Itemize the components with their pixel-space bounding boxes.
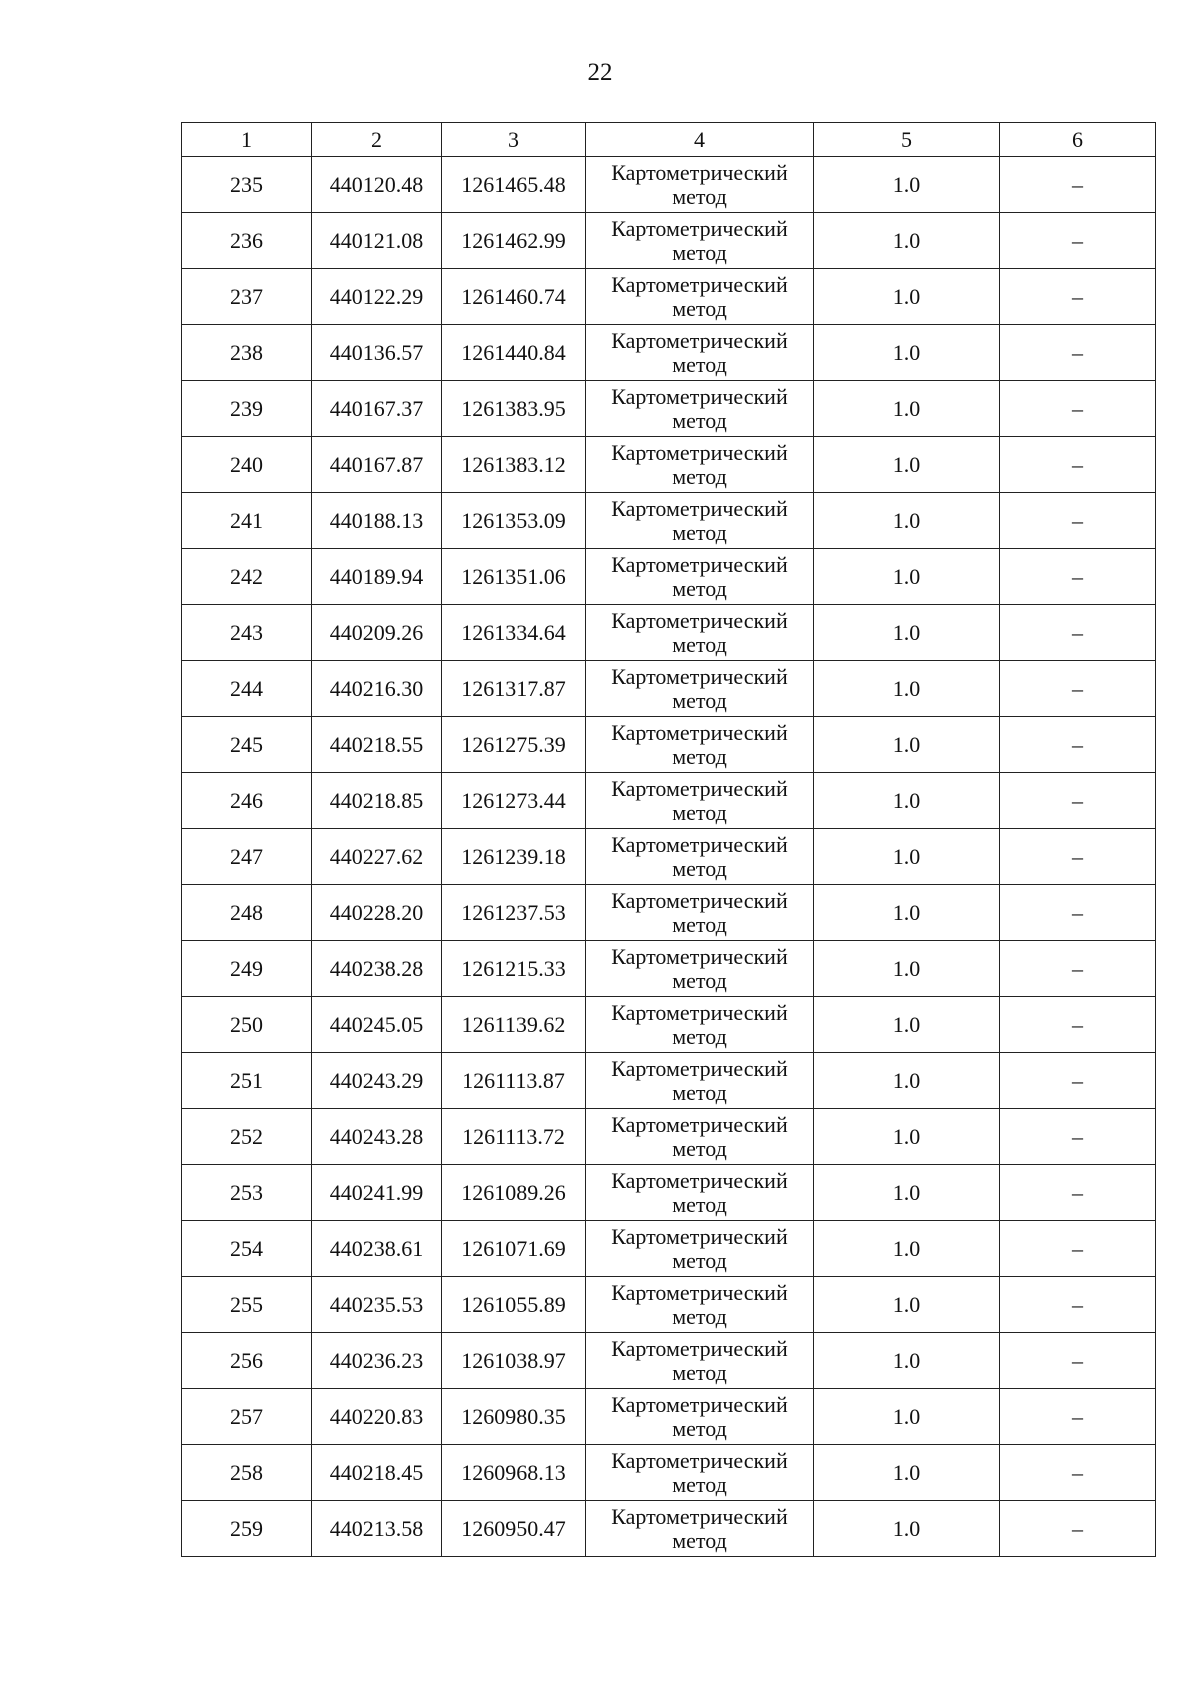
method-cell (586, 605, 814, 661)
note-cell: – (1000, 829, 1156, 885)
point-number-cell: 243 (182, 605, 312, 661)
table-row (182, 1333, 1156, 1389)
accuracy-cell: 1.0 (814, 829, 1000, 885)
table-row (182, 437, 1156, 493)
accuracy-cell: 1.0 (814, 269, 1000, 325)
method-line-1: Картометрический (611, 887, 788, 913)
table-row (182, 549, 1156, 605)
accuracy-cell: 1.0 (814, 493, 1000, 549)
method-cell (586, 493, 814, 549)
point-number-cell: 246 (182, 773, 312, 829)
accuracy-cell: 1.0 (814, 717, 1000, 773)
coordinate-y-cell: 1261317.87 (442, 661, 586, 717)
accuracy-cell: 1.0 (814, 1501, 1000, 1557)
method-line-2: метод (672, 1415, 727, 1441)
table-row (182, 213, 1156, 269)
method-line-2: метод (672, 1471, 727, 1497)
method-cell (586, 1053, 814, 1109)
point-number-cell: 252 (182, 1109, 312, 1165)
note-cell: – (1000, 1053, 1156, 1109)
method-line-2: метод (672, 1527, 727, 1553)
table-header-row (182, 123, 1156, 157)
column-header-4: 4 (586, 123, 814, 157)
coordinate-y-cell: 1261440.84 (442, 325, 586, 381)
point-number-cell: 257 (182, 1389, 312, 1445)
accuracy-cell: 1.0 (814, 661, 1000, 717)
note-cell: – (1000, 1445, 1156, 1501)
note-cell: – (1000, 437, 1156, 493)
method-line-1: Картометрический (611, 1447, 788, 1473)
coordinate-x-cell: 440209.26 (312, 605, 442, 661)
coordinate-y-cell: 1261038.97 (442, 1333, 586, 1389)
coordinate-x-cell: 440120.48 (312, 157, 442, 213)
coordinate-x-cell: 440167.37 (312, 381, 442, 437)
point-number-cell: 241 (182, 493, 312, 549)
method-cell (586, 549, 814, 605)
column-header-3: 3 (442, 123, 586, 157)
table-row (182, 1109, 1156, 1165)
accuracy-cell: 1.0 (814, 1277, 1000, 1333)
table-row (182, 1445, 1156, 1501)
method-line-1: Картометрический (611, 1279, 788, 1305)
table-row (182, 997, 1156, 1053)
note-cell: – (1000, 493, 1156, 549)
accuracy-cell: 1.0 (814, 605, 1000, 661)
coordinates-table (181, 122, 1156, 1557)
method-line-2: метод (672, 1191, 727, 1217)
note-cell: – (1000, 997, 1156, 1053)
coordinate-y-cell: 1261113.72 (442, 1109, 586, 1165)
accuracy-cell: 1.0 (814, 1221, 1000, 1277)
note-cell: – (1000, 549, 1156, 605)
method-line-1: Картометрический (611, 327, 788, 353)
point-number-cell: 242 (182, 549, 312, 605)
point-number-cell: 259 (182, 1501, 312, 1557)
method-cell (586, 381, 814, 437)
coordinate-x-cell: 440236.23 (312, 1333, 442, 1389)
coordinate-x-cell: 440167.87 (312, 437, 442, 493)
method-line-2: метод (672, 1135, 727, 1161)
table-row (182, 885, 1156, 941)
method-line-2: метод (672, 295, 727, 321)
method-cell (586, 941, 814, 997)
coordinate-y-cell: 1261334.64 (442, 605, 586, 661)
coordinate-x-cell: 440218.45 (312, 1445, 442, 1501)
coordinate-x-cell: 440238.28 (312, 941, 442, 997)
coordinate-y-cell: 1260950.47 (442, 1501, 586, 1557)
point-number-cell: 254 (182, 1221, 312, 1277)
method-line-1: Картометрический (611, 215, 788, 241)
coordinate-x-cell: 440218.85 (312, 773, 442, 829)
method-cell (586, 829, 814, 885)
coordinate-y-cell: 1261237.53 (442, 885, 586, 941)
method-cell (586, 1277, 814, 1333)
table-row (182, 717, 1156, 773)
coordinate-y-cell: 1261273.44 (442, 773, 586, 829)
coordinate-x-cell: 440188.13 (312, 493, 442, 549)
method-line-1: Картометрический (611, 831, 788, 857)
accuracy-cell: 1.0 (814, 885, 1000, 941)
point-number-cell: 253 (182, 1165, 312, 1221)
note-cell: – (1000, 1109, 1156, 1165)
method-line-1: Картометрический (611, 495, 788, 521)
method-line-2: метод (672, 687, 727, 713)
note-cell: – (1000, 885, 1156, 941)
method-cell (586, 1445, 814, 1501)
table-row (182, 1277, 1156, 1333)
note-cell: – (1000, 1221, 1156, 1277)
page-number: 22 (587, 59, 613, 86)
method-line-1: Картометрический (611, 719, 788, 745)
method-line-1: Картометрический (611, 943, 788, 969)
method-cell (586, 1165, 814, 1221)
coordinate-y-cell: 1261071.69 (442, 1221, 586, 1277)
method-line-2: метод (672, 575, 727, 601)
coordinate-y-cell: 1261089.26 (442, 1165, 586, 1221)
point-number-cell: 239 (182, 381, 312, 437)
method-line-1: Картометрический (611, 1111, 788, 1137)
note-cell: – (1000, 1277, 1156, 1333)
accuracy-cell: 1.0 (814, 1165, 1000, 1221)
method-line-1: Картометрический (611, 1167, 788, 1193)
method-line-2: метод (672, 631, 727, 657)
note-cell: – (1000, 1389, 1156, 1445)
column-header-6: 6 (1000, 123, 1156, 157)
table-row (182, 269, 1156, 325)
point-number-cell: 247 (182, 829, 312, 885)
method-line-2: метод (672, 351, 727, 377)
method-line-1: Картометрический (611, 383, 788, 409)
table-row (182, 157, 1156, 213)
coordinate-x-cell: 440121.08 (312, 213, 442, 269)
coordinate-y-cell: 1261383.12 (442, 437, 586, 493)
method-line-2: метод (672, 463, 727, 489)
accuracy-cell: 1.0 (814, 213, 1000, 269)
coordinate-x-cell: 440227.62 (312, 829, 442, 885)
point-number-cell: 237 (182, 269, 312, 325)
coordinate-x-cell: 440235.53 (312, 1277, 442, 1333)
point-number-cell: 235 (182, 157, 312, 213)
method-line-1: Картометрический (611, 1335, 788, 1361)
coordinate-x-cell: 440241.99 (312, 1165, 442, 1221)
method-cell (586, 773, 814, 829)
table-row (182, 381, 1156, 437)
method-cell (586, 1109, 814, 1165)
coordinate-y-cell: 1260968.13 (442, 1445, 586, 1501)
note-cell: – (1000, 157, 1156, 213)
coordinate-y-cell: 1261239.18 (442, 829, 586, 885)
table-row (182, 1389, 1156, 1445)
method-cell (586, 717, 814, 773)
coordinate-y-cell: 1261460.74 (442, 269, 586, 325)
table-row (182, 941, 1156, 997)
method-cell (586, 1389, 814, 1445)
table-row (182, 1165, 1156, 1221)
method-line-2: метод (672, 1359, 727, 1385)
coordinate-x-cell: 440243.29 (312, 1053, 442, 1109)
method-line-2: метод (672, 407, 727, 433)
column-header-1: 1 (182, 123, 312, 157)
method-cell (586, 213, 814, 269)
accuracy-cell: 1.0 (814, 941, 1000, 997)
table-row (182, 773, 1156, 829)
note-cell: – (1000, 1501, 1156, 1557)
table-row (182, 829, 1156, 885)
point-number-cell: 248 (182, 885, 312, 941)
point-number-cell: 255 (182, 1277, 312, 1333)
note-cell: – (1000, 717, 1156, 773)
note-cell: – (1000, 325, 1156, 381)
method-line-1: Картометрический (611, 271, 788, 297)
point-number-cell: 258 (182, 1445, 312, 1501)
accuracy-cell: 1.0 (814, 437, 1000, 493)
column-header-2: 2 (312, 123, 442, 157)
method-line-1: Картометрический (611, 1503, 788, 1529)
method-cell (586, 1333, 814, 1389)
coordinate-x-cell: 440243.28 (312, 1109, 442, 1165)
coordinate-y-cell: 1261462.99 (442, 213, 586, 269)
accuracy-cell: 1.0 (814, 1053, 1000, 1109)
column-header-5: 5 (814, 123, 1000, 157)
table-body (182, 123, 1156, 1557)
note-cell: – (1000, 661, 1156, 717)
coordinate-x-cell: 440136.57 (312, 325, 442, 381)
accuracy-cell: 1.0 (814, 997, 1000, 1053)
coordinate-y-cell: 1261215.33 (442, 941, 586, 997)
method-line-1: Картометрический (611, 1223, 788, 1249)
method-line-1: Картометрический (611, 1055, 788, 1081)
point-number-cell: 251 (182, 1053, 312, 1109)
table-row (182, 493, 1156, 549)
method-cell (586, 1501, 814, 1557)
method-cell (586, 437, 814, 493)
method-line-1: Картометрический (611, 551, 788, 577)
note-cell: – (1000, 269, 1156, 325)
table-row (182, 1053, 1156, 1109)
method-line-2: метод (672, 1247, 727, 1273)
method-line-2: метод (672, 239, 727, 265)
method-cell (586, 157, 814, 213)
coordinate-y-cell: 1261113.87 (442, 1053, 586, 1109)
method-line-1: Картометрический (611, 607, 788, 633)
method-line-1: Картометрический (611, 439, 788, 465)
method-line-2: метод (672, 519, 727, 545)
coordinate-x-cell: 440238.61 (312, 1221, 442, 1277)
point-number-cell: 249 (182, 941, 312, 997)
method-cell (586, 325, 814, 381)
note-cell: – (1000, 381, 1156, 437)
coordinate-x-cell: 440228.20 (312, 885, 442, 941)
accuracy-cell: 1.0 (814, 157, 1000, 213)
table-row (182, 325, 1156, 381)
method-line-2: метод (672, 1303, 727, 1329)
point-number-cell: 238 (182, 325, 312, 381)
method-line-2: метод (672, 855, 727, 881)
note-cell: – (1000, 773, 1156, 829)
method-line-1: Картометрический (611, 663, 788, 689)
note-cell: – (1000, 1165, 1156, 1221)
note-cell: – (1000, 941, 1156, 997)
table-row (182, 1501, 1156, 1557)
method-cell (586, 269, 814, 325)
coordinate-x-cell: 440220.83 (312, 1389, 442, 1445)
method-line-2: метод (672, 799, 727, 825)
coordinate-x-cell: 440216.30 (312, 661, 442, 717)
method-line-2: метод (672, 1079, 727, 1105)
accuracy-cell: 1.0 (814, 1333, 1000, 1389)
point-number-cell: 236 (182, 213, 312, 269)
method-line-1: Картометрический (611, 775, 788, 801)
point-number-cell: 256 (182, 1333, 312, 1389)
note-cell: – (1000, 213, 1156, 269)
method-line-2: метод (672, 911, 727, 937)
table-row (182, 1221, 1156, 1277)
method-cell (586, 885, 814, 941)
accuracy-cell: 1.0 (814, 1109, 1000, 1165)
method-line-2: метод (672, 1023, 727, 1049)
coordinate-x-cell: 440122.29 (312, 269, 442, 325)
accuracy-cell: 1.0 (814, 1389, 1000, 1445)
method-cell (586, 661, 814, 717)
coordinate-y-cell: 1261353.09 (442, 493, 586, 549)
coordinate-y-cell: 1261383.95 (442, 381, 586, 437)
coordinate-x-cell: 440213.58 (312, 1501, 442, 1557)
accuracy-cell: 1.0 (814, 325, 1000, 381)
accuracy-cell: 1.0 (814, 549, 1000, 605)
method-line-1: Картометрический (611, 159, 788, 185)
coordinate-y-cell: 1261465.48 (442, 157, 586, 213)
point-number-cell: 250 (182, 997, 312, 1053)
method-cell (586, 1221, 814, 1277)
method-line-2: метод (672, 743, 727, 769)
coordinate-x-cell: 440189.94 (312, 549, 442, 605)
accuracy-cell: 1.0 (814, 381, 1000, 437)
point-number-cell: 244 (182, 661, 312, 717)
method-cell (586, 997, 814, 1053)
note-cell: – (1000, 605, 1156, 661)
accuracy-cell: 1.0 (814, 773, 1000, 829)
method-line-2: метод (672, 183, 727, 209)
method-line-2: метод (672, 967, 727, 993)
point-number-cell: 245 (182, 717, 312, 773)
coordinate-x-cell: 440245.05 (312, 997, 442, 1053)
table-row (182, 605, 1156, 661)
method-line-1: Картометрический (611, 1391, 788, 1417)
coordinate-y-cell: 1261275.39 (442, 717, 586, 773)
table-row (182, 661, 1156, 717)
point-number-cell: 240 (182, 437, 312, 493)
coordinate-y-cell: 1261055.89 (442, 1277, 586, 1333)
accuracy-cell: 1.0 (814, 1445, 1000, 1501)
coordinate-x-cell: 440218.55 (312, 717, 442, 773)
coordinate-y-cell: 1261139.62 (442, 997, 586, 1053)
method-line-1: Картометрический (611, 999, 788, 1025)
note-cell: – (1000, 1333, 1156, 1389)
coordinate-y-cell: 1261351.06 (442, 549, 586, 605)
coordinate-y-cell: 1260980.35 (442, 1389, 586, 1445)
